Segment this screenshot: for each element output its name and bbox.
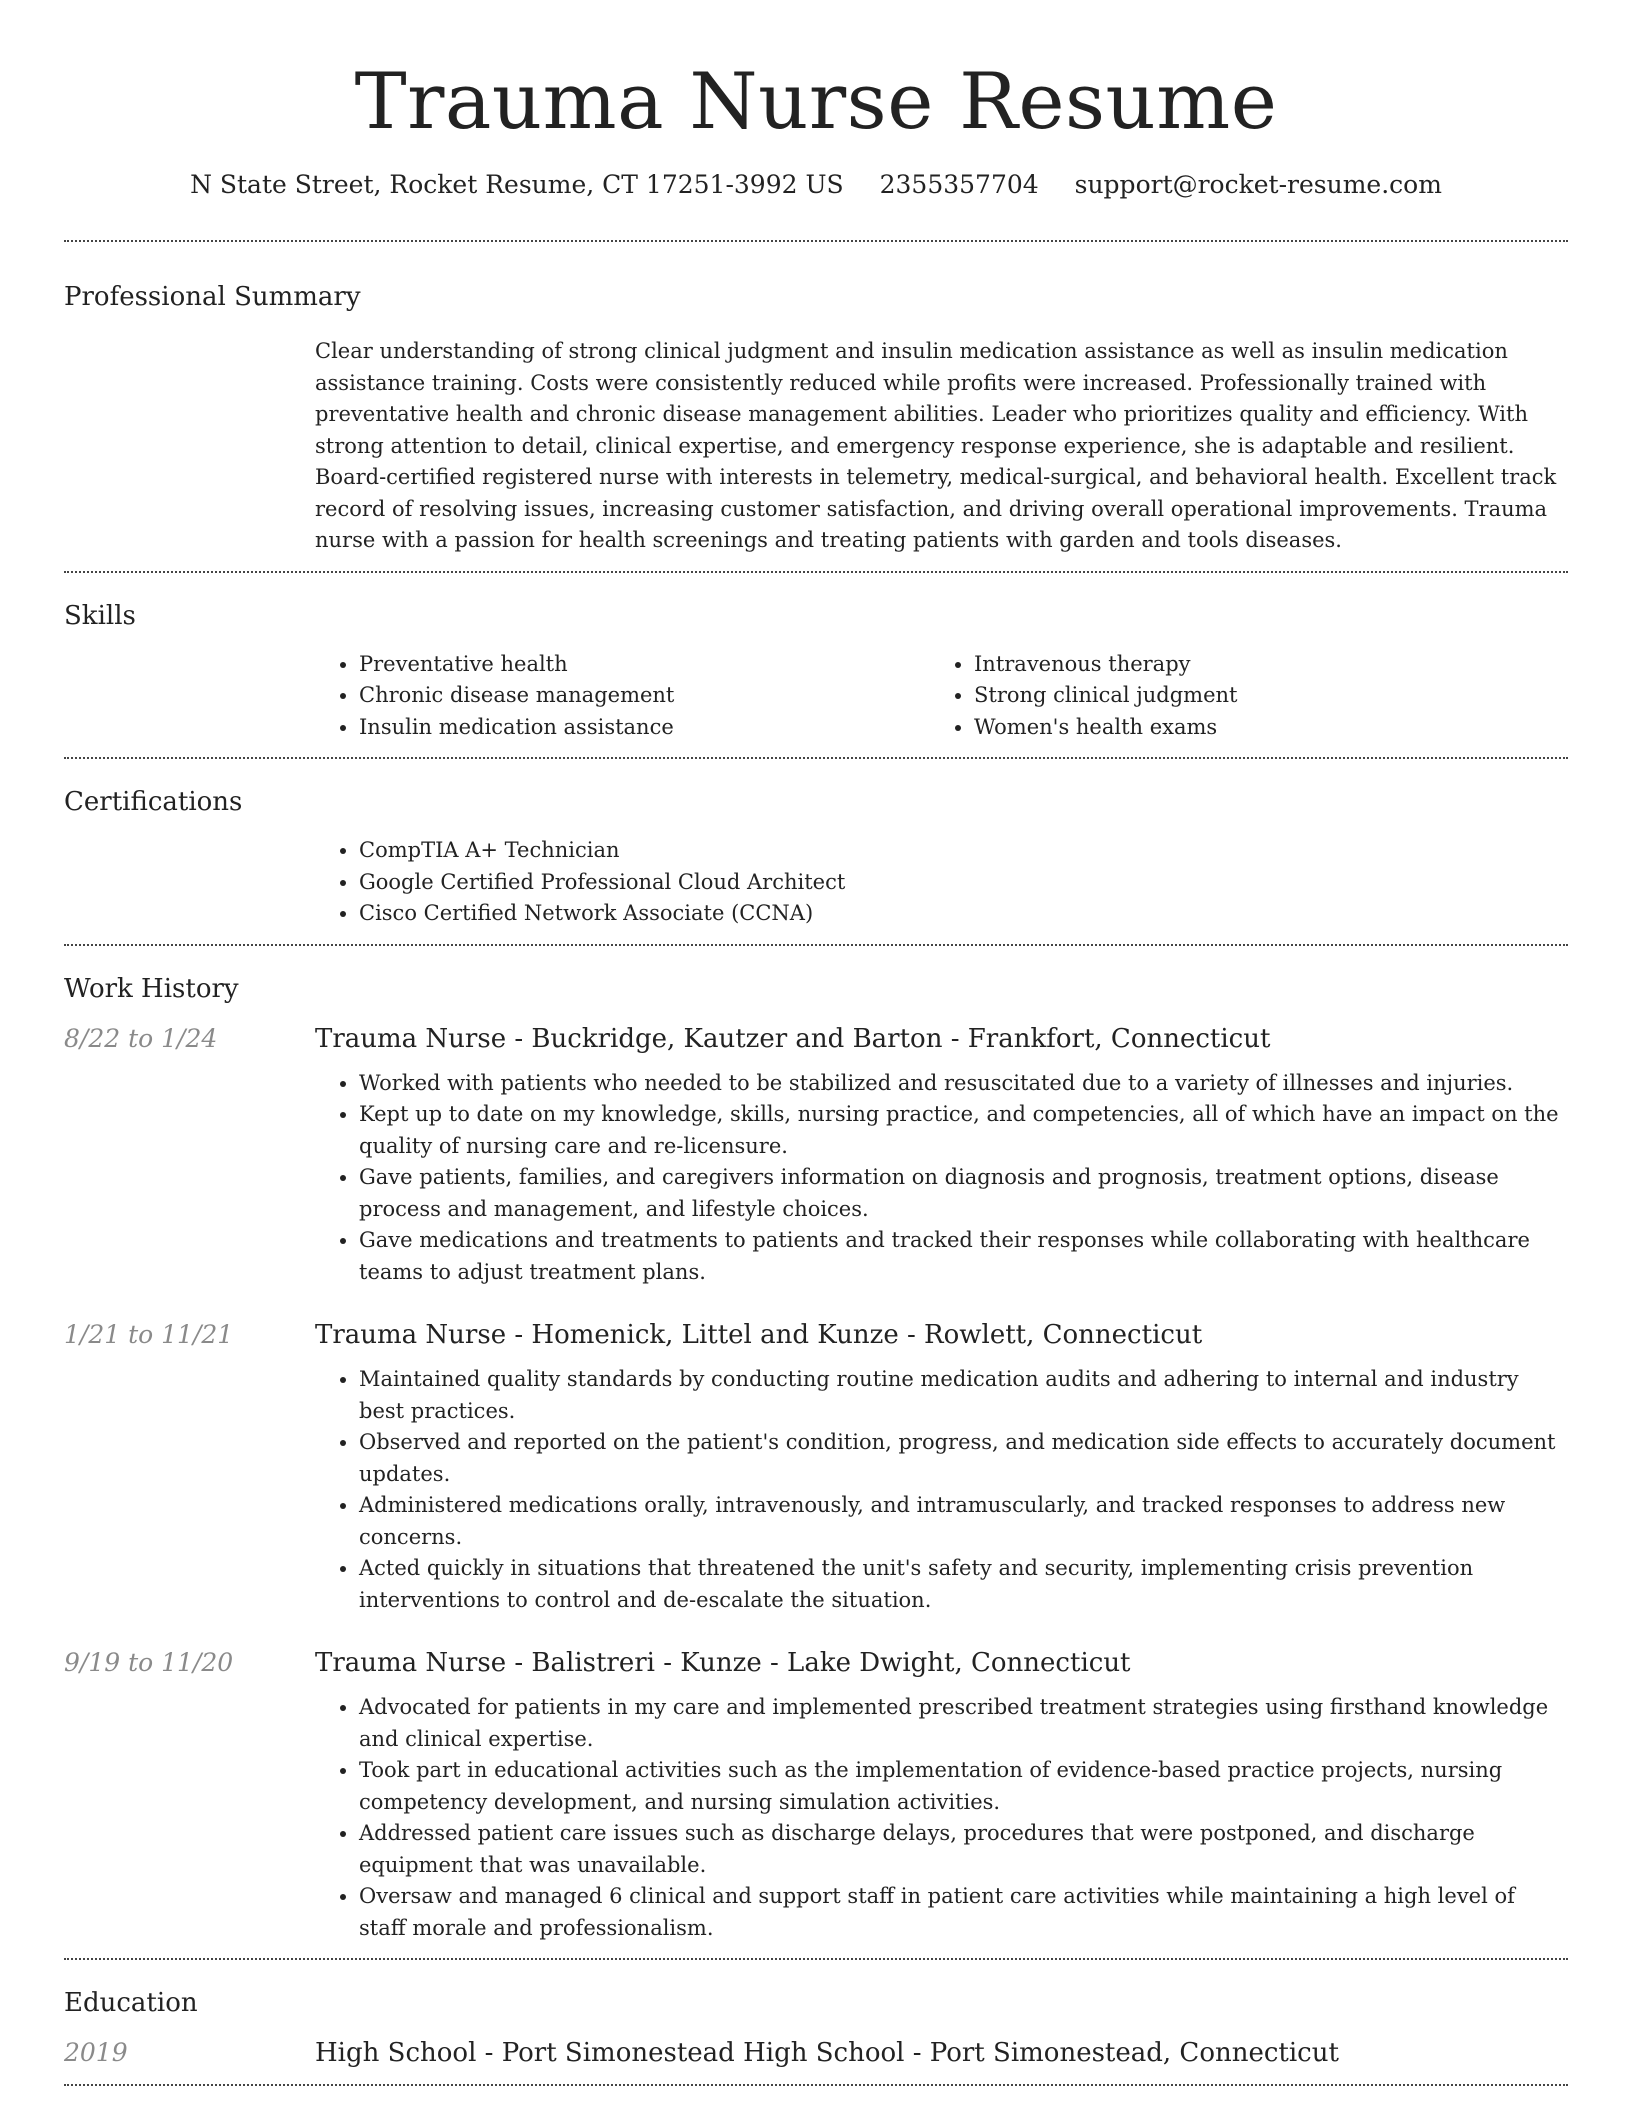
list-item: • Addressed patient care issues such as discharge delays, procedures that were postponed, and discharge equipment that was unavailable. — [359, 1818, 1568, 1881]
job-bullets — [315, 1692, 1568, 1944]
work-history-section — [64, 946, 1568, 1959]
list-item: • Worked with patients who needed to be stabilized and resuscitated due to a variety of illnesses and injuries. — [359, 1068, 1568, 1100]
job-entry — [64, 1022, 1568, 1289]
contact-address: N State Street, Rocket Resume, CT 17251-3992 US — [190, 170, 844, 199]
list-item: • Strong clinical judgment — [974, 680, 1568, 712]
education-entry — [64, 2036, 1568, 2070]
list-item: • Women's health exams — [974, 712, 1568, 744]
list-item: • Oversaw and managed 6 clinical and support staff in patient care activities while maintaining a high level of staff morale and professionalism. — [359, 1881, 1568, 1944]
certifications-section — [64, 759, 1568, 944]
certifications-list — [315, 835, 1568, 930]
contact-email: support@rocket-resume.com — [1074, 170, 1442, 199]
list-item: • CompTIA A+ Technician — [359, 835, 1568, 867]
section-title-skills: Skills — [64, 600, 136, 631]
list-item: • Preventative health — [359, 649, 930, 681]
skills-list-left — [315, 649, 930, 744]
section-title-education: Education — [64, 1988, 198, 2018]
resume-title: Trauma Nurse Resume — [354, 57, 1278, 147]
section-title-certifications: Certifications — [64, 787, 243, 817]
list-item: • Intravenous therapy — [974, 649, 1568, 681]
education-date: 2019 — [64, 2038, 128, 2067]
education-heading: High School - Port Simonestead High School - Port Simonestead, Connecticut — [315, 2038, 1339, 2068]
skills-list-right — [930, 649, 1568, 744]
professional-summary-section — [64, 242, 1568, 571]
list-item: • Administered medications orally, intravenously, and intramuscularly, and tracked responses to address new concerns. — [359, 1490, 1568, 1553]
list-item: • Kept up to date on my knowledge, skills, nursing practice, and competencies, all of which have an impact on the quality of nursing care and re-licensure. — [359, 1099, 1568, 1162]
section-divider — [64, 2084, 1568, 2086]
list-item: • Cisco Certified Network Associate (CCNA) — [359, 898, 1568, 930]
list-item: • Advocated for patients in my care and implemented prescribed treatment strategies using firsthand knowledge and clinical expertise. — [359, 1692, 1568, 1755]
list-item: • Gave medications and treatments to patients and tracked their responses while collaborating with healthcare teams to adjust treatment plans. — [359, 1225, 1568, 1288]
contact-line — [64, 168, 1568, 202]
list-item: • Maintained quality standards by conducting routine medication audits and adhering to internal and industry best practices. — [359, 1364, 1568, 1427]
list-item: • Observed and reported on the patient's condition, progress, and medication side effects to accurately document updates. — [359, 1427, 1568, 1490]
contact-phone: 2355357704 — [879, 170, 1039, 199]
list-item: • Google Certified Professional Cloud Architect — [359, 867, 1568, 899]
summary-text: Clear understanding of strong clinical judgment and insulin medication assistance as well as insulin medication assistance training. Costs were consistently reduced while profits were increased. Professionally trained with preventative health and chronic disease management abilities. Leader who prioritizes quality and efficiency. With strong attention to detail, clinical expertise, and emergency response experience, she is adaptable and resilient. Board-certified registered nurse with interests in telemetry, medical-surgical, and behavioral health. Excellent track record of resolving issues, increasing customer satisfaction, and driving overall operational improvements. Trauma nurse with a passion for health screenings and treating patients with garden and tools diseases. — [315, 339, 1557, 552]
job-date: 9/19 to 11/20 — [64, 1648, 234, 1677]
list-item: • Acted quickly in situations that threatened the unit's safety and security, implementing crisis prevention interventions to control and de-escalate the situation. — [359, 1553, 1568, 1616]
job-date: 8/22 to 1/24 — [64, 1023, 218, 1053]
section-title-summary: Professional Summary — [64, 282, 361, 312]
job-entry — [64, 1318, 1568, 1616]
education-section — [64, 1960, 1568, 2084]
job-heading: Trauma Nurse - Homenick, Littel and Kunze - Rowlett, Connecticut — [315, 1320, 1203, 1350]
job-bullets — [315, 1364, 1568, 1616]
job-heading: Trauma Nurse - Balistreri - Kunze - Lake Dwight, Connecticut — [315, 1648, 1131, 1678]
list-item: • Took part in educational activities such as the implementation of evidence-based practice projects, nursing competency development, and nursing simulation activities. — [359, 1755, 1568, 1818]
job-bullets — [315, 1068, 1568, 1289]
job-entry — [64, 1646, 1568, 1944]
section-title-work-history: Work History — [64, 973, 239, 1004]
list-item: • Gave patients, families, and caregivers information on diagnosis and prognosis, treatment options, disease process and management, and lifestyle choices. — [359, 1162, 1568, 1225]
job-date: 1/21 to 11/21 — [64, 1320, 234, 1349]
skills-section — [64, 573, 1568, 758]
job-heading: Trauma Nurse - Buckridge, Kautzer and Barton - Frankfort, Connecticut — [315, 1023, 1271, 1054]
list-item: • Insulin medication assistance — [359, 712, 930, 744]
list-item: • Chronic disease management — [359, 680, 930, 712]
